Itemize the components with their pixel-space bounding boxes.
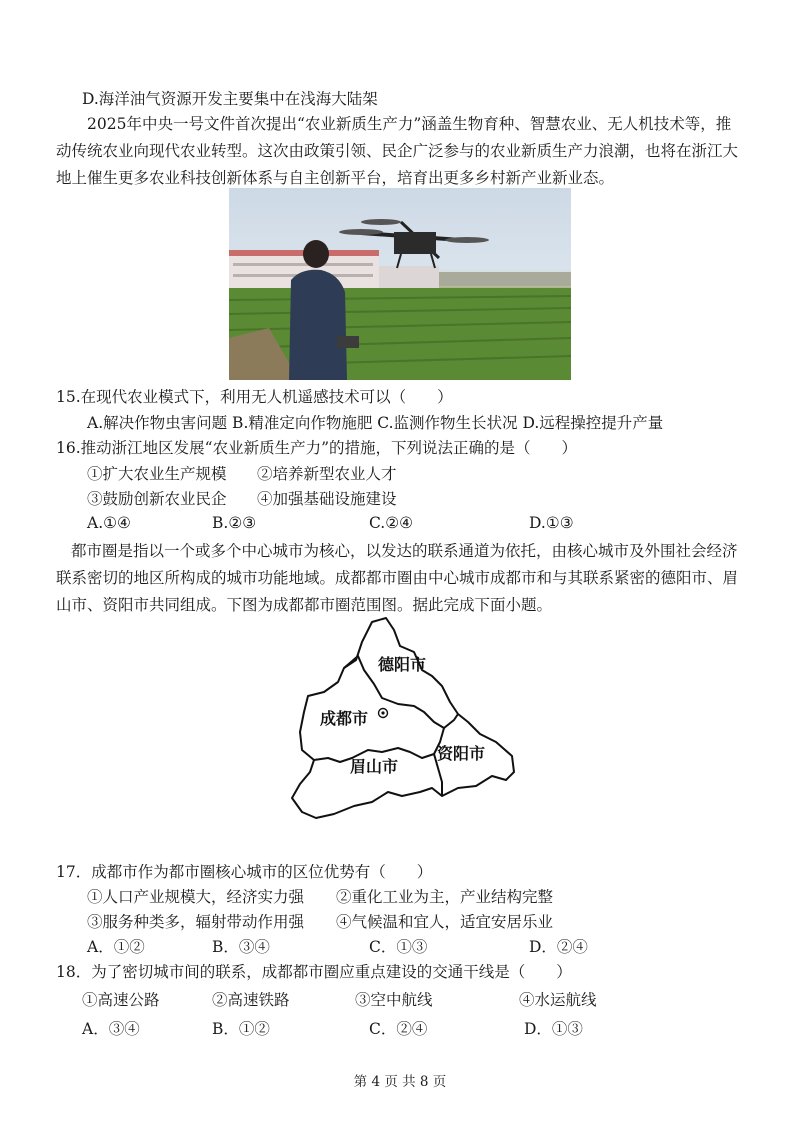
q17-option-c: C．①③ xyxy=(369,938,428,956)
q18-item-1: ①高速公路 xyxy=(82,991,160,1009)
q18-option-b: B．①② xyxy=(212,1020,270,1038)
q18-stem: 18．为了密切城市间的联系，成都都市圈应重点建设的交通干线是（ ） xyxy=(56,963,572,981)
q18-item-2: ②高速铁路 xyxy=(212,991,290,1009)
chengdu-city-marker xyxy=(379,709,388,718)
label-meishan: 眉山市 xyxy=(350,757,399,776)
page-footer: 第 4 页 共 8 页 xyxy=(353,1074,447,1090)
q15-stem: 15.在现代农业模式下，利用无人机遥感技术可以（ ） xyxy=(56,388,453,406)
q17-option-d: D．②④ xyxy=(529,938,588,956)
q15-options: A.解决作物虫害问题 B.精准定向作物施肥 C.监测作物生长状况 D.远程操控提升产量 xyxy=(87,414,664,432)
q17-option-a: A．①② xyxy=(87,938,145,956)
q17-item-2: ②重化工业为主，产业结构完整 xyxy=(336,888,554,906)
q18-option-c: C．②④ xyxy=(369,1020,428,1038)
drone-farm-photo xyxy=(229,188,571,380)
q17-item-4: ④气候温和宜人，适宜安居乐业 xyxy=(336,913,554,931)
q16-item-4: ④加强基础设施建设 xyxy=(257,490,397,508)
q16-stem: 16.推动浙江地区发展“农业新质生产力”的措施，下列说法正确的是（ ） xyxy=(56,439,578,457)
prev-question-option-d: D.海洋油气资源开发主要集中在浅海大陆架 xyxy=(82,90,378,108)
q16-item-2: ②培养新型农业人才 xyxy=(257,465,397,483)
q17-item-1: ①人口产业规模大，经济实力强 xyxy=(87,888,305,906)
label-deyang: 德阳市 xyxy=(378,655,427,674)
q18-item-3: ③空中航线 xyxy=(355,991,433,1009)
q16-option-a: A.①④ xyxy=(87,514,131,532)
q16-option-b: B.②③ xyxy=(212,514,257,532)
q18-option-a: A．③④ xyxy=(82,1020,140,1038)
metropolitan-passage: 都市圈是指以一个或多个中心城市为核心，以发达的联系通道为依托，由核心城市及外围社会经济联系密切的地区所构成的城市功能地域。成都都市圈由中心城市成都市和与其联系紧密的德阳市、眉山市、资阳市共同组成。下图为成都都市圈范围图。据此完成下面小题。 xyxy=(56,542,739,614)
q16-item-3: ③鼓励创新农业民企 xyxy=(87,490,227,508)
q18-item-4: ④水运航线 xyxy=(519,991,597,1009)
q17-item-3: ③服务种类多，辐射带动作用强 xyxy=(87,913,305,931)
q16-option-c: C.②④ xyxy=(369,514,414,532)
q17-stem: 17．成都市作为都市圈核心城市的区位优势有（ ） xyxy=(56,863,433,881)
label-ziyang: 资阳市 xyxy=(437,744,486,763)
q18-option-d: D．①③ xyxy=(524,1020,583,1038)
q16-option-d: D.①③ xyxy=(529,514,574,532)
agriculture-passage: 2025年中央一号文件首次提出“农业新质生产力”涵盖生物育种、智慧农业、无人机技术等，推动传统农业向现代农业转型。这次由政策引领、民企广泛参与的农业新质生产力浪潮，也将在浙江大地上催生更多农业科技创新体系与自主创新平台，培育出更多乡村新产业新业态。 xyxy=(56,115,739,187)
label-chengdu: 成都市 xyxy=(320,709,369,728)
q16-item-1: ①扩大农业生产规模 xyxy=(87,465,227,483)
chengdu-metro-map xyxy=(282,612,522,822)
q17-option-b: B．③④ xyxy=(212,938,270,956)
drone-farm-scene xyxy=(229,188,571,380)
